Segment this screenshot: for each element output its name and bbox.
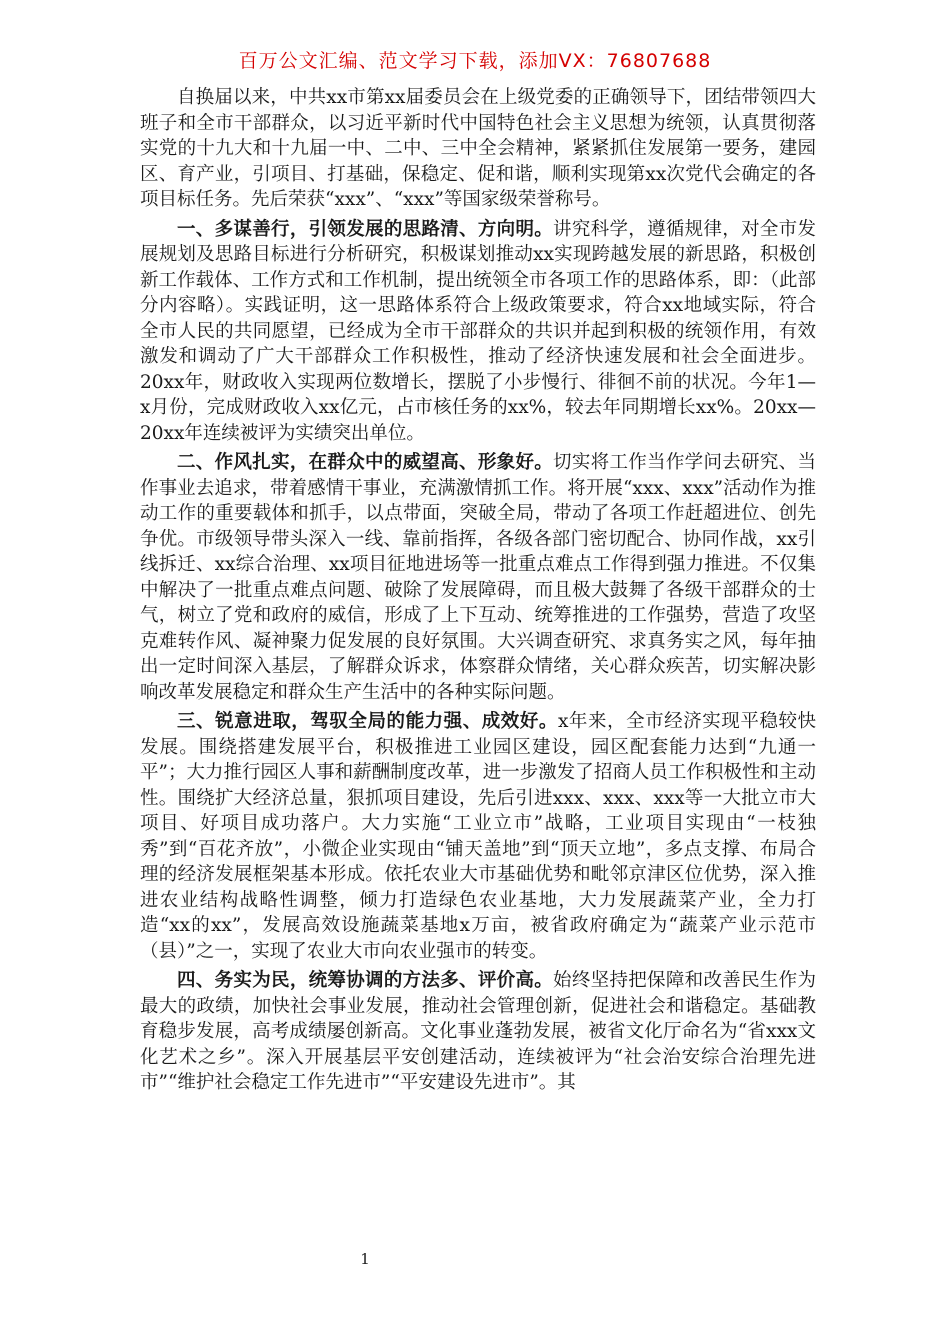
- document-body: [140, 85, 816, 1100]
- section-1: [140, 217, 816, 447]
- section-4: [140, 968, 816, 1096]
- section-1-heading: 一、多谋善行，引领发展的思路清、方向明。: [177, 218, 554, 240]
- header-banner: 百万公文汇编、范文学习下载，添加VX：76807688: [238, 50, 712, 72]
- section-2: [140, 450, 816, 705]
- intro-paragraph: 自换届以来，中共xx市第xx届委员会在上级党委的正确领导下，团结带领四大班子和全市干部群众，以习近平新时代中国特色社会主义思想为统领，认真贯彻落实党的十九大和十九届一中、二中、三中全会精神，紧紧抓住发展第一要务，建园区、育产业，引项目、打基础，保稳定、促和谐，顺利实现第xx次党代会确定的各项目标任务。先后荣获“xxx”、“xxx”等国家级荣誉称号。: [140, 87, 816, 210]
- section-4-heading: 四、务实为民，统筹协调的方法多、评价高。: [177, 970, 554, 991]
- section-4-body: 始终坚持把保障和改善民生作为最大的政绩，加快社会事业发展，推动社会管理创新，促进社会和谐稳定。基础教育稳步发展，高考成绩屡创新高。文化事业蓬勃发展，被省文化厅命名为“省xxx文化艺术之乡”。深入开展基层平安创建活动，连续被评为“社会治安综合治理先进市”“维护社会稳定工作先进市”“平安建设先进市”。其: [140, 970, 816, 1093]
- section-3-heading: 三、锐意进取，驾驭全局的能力强、成效好。: [177, 711, 558, 732]
- page-number: 1: [360, 1250, 370, 1268]
- section-3-body: x年来，全市经济实现平稳较快发展。围绕搭建发展平台，积极推进工业园区建设，园区配套能力达到“九通一平”；大力推行园区人事和薪酬制度改革，进一步激发了招商人员工作积极性和主动性。围绕扩大经济总量，狠抓项目建设，先后引进xxx、xxx、xxx等一大批立市大项目、好项目成功落户。大力实施“工业立市”战略，工业项目实现由“一枝独秀”到“百花齐放”，小微企业实现由“铺天盖地”到“顶天立地”，多点支撑、布局合理的经济发展框架基本形成。依托农业大市基础优势和毗邻京津区位优势，深入推进农业结构战略性调整，倾力打造绿色农业基地，大力发展蔬菜产业，全力打造“xx的xx”，发展高效设施蔬菜基地x万亩，被省政府确定为“蔬菜产业示范市（县）”之一，实现了农业大市向农业强市的转变。: [140, 711, 816, 962]
- section-2-body: 切实将工作当作学问去研究、当作事业去追求，带着感情干事业，充满激情抓工作。将开展“xxx、xxx”活动作为推动工作的重要载体和抓手，以点带面，突破全局，带动了各项工作赶超进位、创先争优。市级领导带头深入一线、靠前指挥，各级各部门密切配合、协同作战，xx引线拆迁、xx综合治理、xx项目征地进场等一批重点难点工作得到强力推进。不仅集中解决了一批重点难点问题、破除了发展障碍，而且极大鼓舞了各级干部群众的士气，树立了党和政府的威信，形成了上下互动、统筹推进的工作强势，营造了攻坚克难转作风、凝神聚力促发展的良好氛围。大兴调查研究、求真务实之风，每年抽出一定时间深入基层，了解群众诉求，体察群众情绪，关心群众疾苦，切实解决影响改革发展稳定和群众生产生活中的各种实际问题。: [140, 452, 816, 703]
- section-1-body: 讲究科学，遵循规律，对全市发展规划及思路目标进行分析研究，积极谋划推动xx实现跨越发展的新思路，积极创新工作载体、工作方式和工作机制，提出统领全市各项工作的思路体系，即：（此部分内容略）。实践证明，这一思路体系符合上级政策要求，符合xx地域实际，符合全市人民的共同愿望，已经成为全市干部群众的共识并起到积极的统领作用，有效激发和调动了广大干部群众工作积极性，推动了经济快速发展和社会全面进步。20xx年，财政收入实现两位数增长，摆脱了小步慢行、徘徊不前的状况。今年1—x月份，完成财政收入xx亿元，占市核任务的xx%，较去年同期增长xx%。20xx—20xx年连续被评为实绩突出单位。: [140, 218, 816, 444]
- section-3: [140, 709, 816, 964]
- section-2-heading: 二、作风扎实，在群众中的威望高、形象好。: [177, 452, 554, 473]
